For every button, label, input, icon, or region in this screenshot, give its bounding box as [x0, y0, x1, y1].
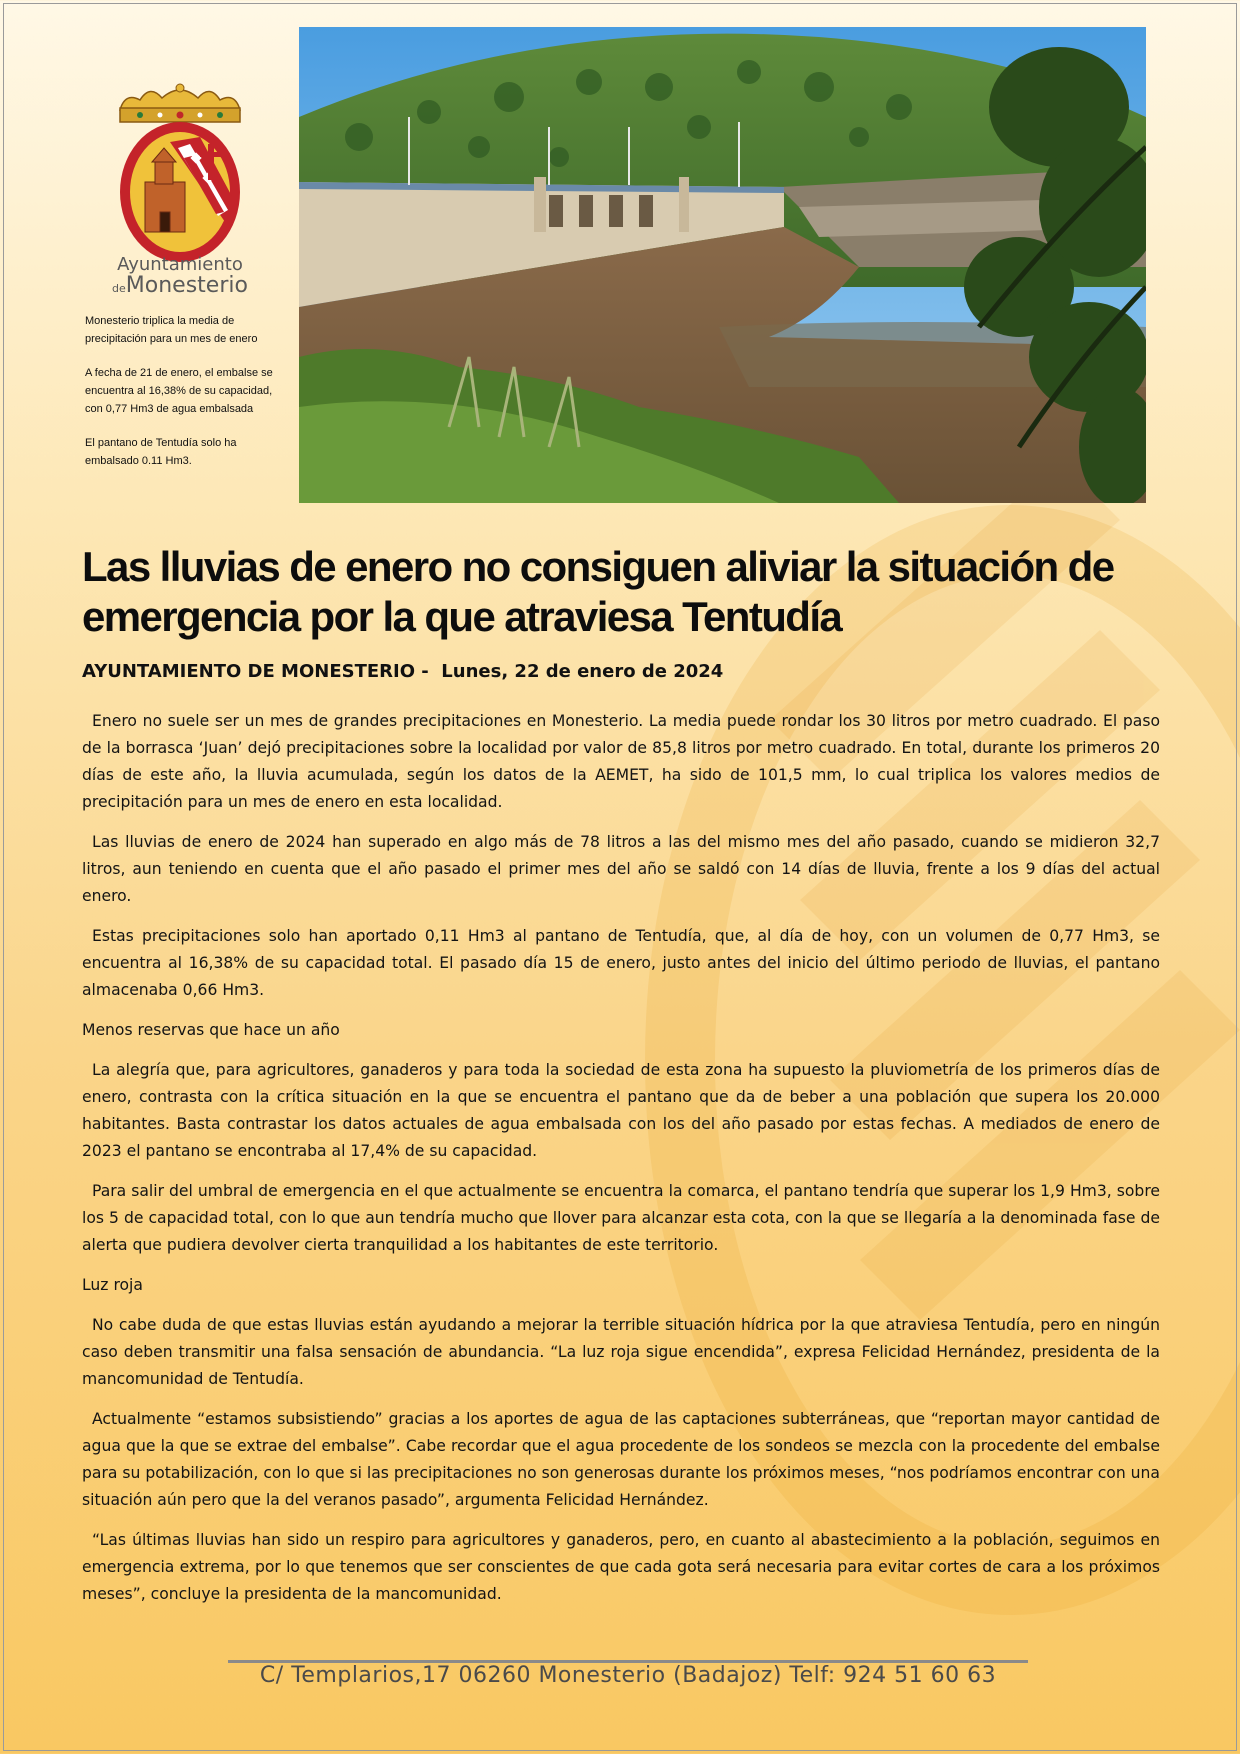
summary-item: A fecha de 21 de enero, el embalse se encuentra al 16,38% de su capacidad, con 0,77 Hm3 de agua embalsada: [85, 367, 273, 415]
logo-text-line2: deMonesterio: [112, 273, 248, 298]
logo-text-line1: Ayuntamiento: [117, 254, 243, 275]
article-paragraph: “Las últimas lluvias han sido un respiro para agricultores y ganaderos, pero, en cuanto al abastecimiento a la población, seguimos en emergencia extrema, por lo que tenemos que ser conscientes de que cada gota será necesaria para evitar cortes de cara a los próximos meses”, concluye la presidenta de la mancomunidad.: [82, 1531, 1160, 1603]
summary-sidebar: [85, 312, 275, 486]
article-paragraph: Para salir del umbral de emergencia en el que actualmente se encuentra la comarca, el pantano tendría que superar los 1,9 Hm3, sobre los 5 de capacidad total, con lo que aun tendría mucho que llover para alcanzar esta cota, con la que se llegaría a la denominada fase de alerta que pudiera devolver cierta tranquilidad a los habitantes de este territorio.: [82, 1182, 1160, 1254]
article-body: [82, 708, 1160, 1621]
summary-item: El pantano de Tentudía solo ha embalsado 0.11 Hm3.: [85, 437, 237, 467]
article-paragraph: Estas precipitaciones solo han aportado 0,11 Hm3 al pantano de Tentudía, que, al día de hoy, con un volumen de 0,77 Hm3, se encuentra al 16,38% de su capacidad total. El pasado día 15 de enero, justo antes del inicio del último periodo de lluvias, el pantano almacenaba 0,66 Hm3.: [82, 927, 1160, 999]
article-subheading: Menos reservas que hace un año: [82, 1021, 340, 1039]
article-paragraph: La alegría que, para agricultores, ganaderos y para toda la sociedad de esta zona ha supuesto la pluviometría de los primeros días de enero, contrasta con la crítica situación en la que se encuentra el pantano que da de beber a una población que supera los 20.000 habitantes. Basta contrastar los datos actuales de agua embalsada con los del año pasado por estas fechas. A mediados de enero de 2023 el pantano se encontraba al 17,4% de su capacidad.: [82, 1061, 1160, 1160]
article-paragraph: Actualmente “estamos subsistiendo” gracias a los aportes de agua de las captaciones subterráneas, que “reportan mayor cantidad de agua que la que se extrae del embalse”. Cabe recordar que el agua procedente de los sondeos se mezcla con la procedente del embalse para su potabilización, con lo que si las precipitaciones no son generosas durante los próximos meses, “nos podríamos encontrar con una situación aún pero que la del veranos pasado”, argumenta Felicidad Hernández.: [82, 1410, 1160, 1509]
article-paragraph: Las lluvias de enero de 2024 han superado en algo más de 78 litros a las del mismo mes del año pasado, cuando se midieron 32,7 litros, aun teniendo en cuenta que el año pasado el primer mes del año se saldó con 14 días de lluvia, frente a los 9 días del actual enero.: [82, 833, 1160, 905]
article-paragraph: Enero no suele ser un mes de grandes precipitaciones en Monesterio. La media puede rondar los 30 litros por metro cuadrado. El paso de la borrasca ‘Juan’ dejó precipitaciones sobre la localidad por valor de 85,8 litros por metro cuadrado. En total, durante los primeros 20 días de este año, la lluvia acumulada, según los datos de la AEMET, ha sido de 101,5 mm, lo cual triplica los valores medios de precipitación para un mes de enero en esta localidad.: [82, 712, 1160, 811]
article-headline: Las lluvias de enero no consiguen aliviar la situación de emergencia por la que atraviesa Tentudía: [82, 543, 1114, 640]
footer-address: C/ Templarios,17 06260 Monesterio (Badajoz) Telf: 924 51 60 63: [259, 1663, 997, 1688]
article-subheading: Luz roja: [82, 1276, 143, 1294]
reservoir-dam-photo: [299, 27, 1146, 503]
summary-item: Monesterio triplica la media de precipitación para un mes de enero: [85, 315, 258, 345]
article-paragraph: No cabe duda de que estas lluvias están ayudando a mejorar la terrible situación hídrica por la que atraviesa Tentudía, pero en ningún caso deben transmitir una falsa sensación de abundancia. “La luz roja sigue encendida”, expresa Felicidad Hernández, presidenta de la mancomunidad de Tentudía.: [82, 1316, 1160, 1388]
logo-wordmark: [100, 254, 260, 298]
article-byline: AYUNTAMIENTO DE MONESTERIO - Lunes, 22 de enero de 2024: [82, 661, 724, 682]
